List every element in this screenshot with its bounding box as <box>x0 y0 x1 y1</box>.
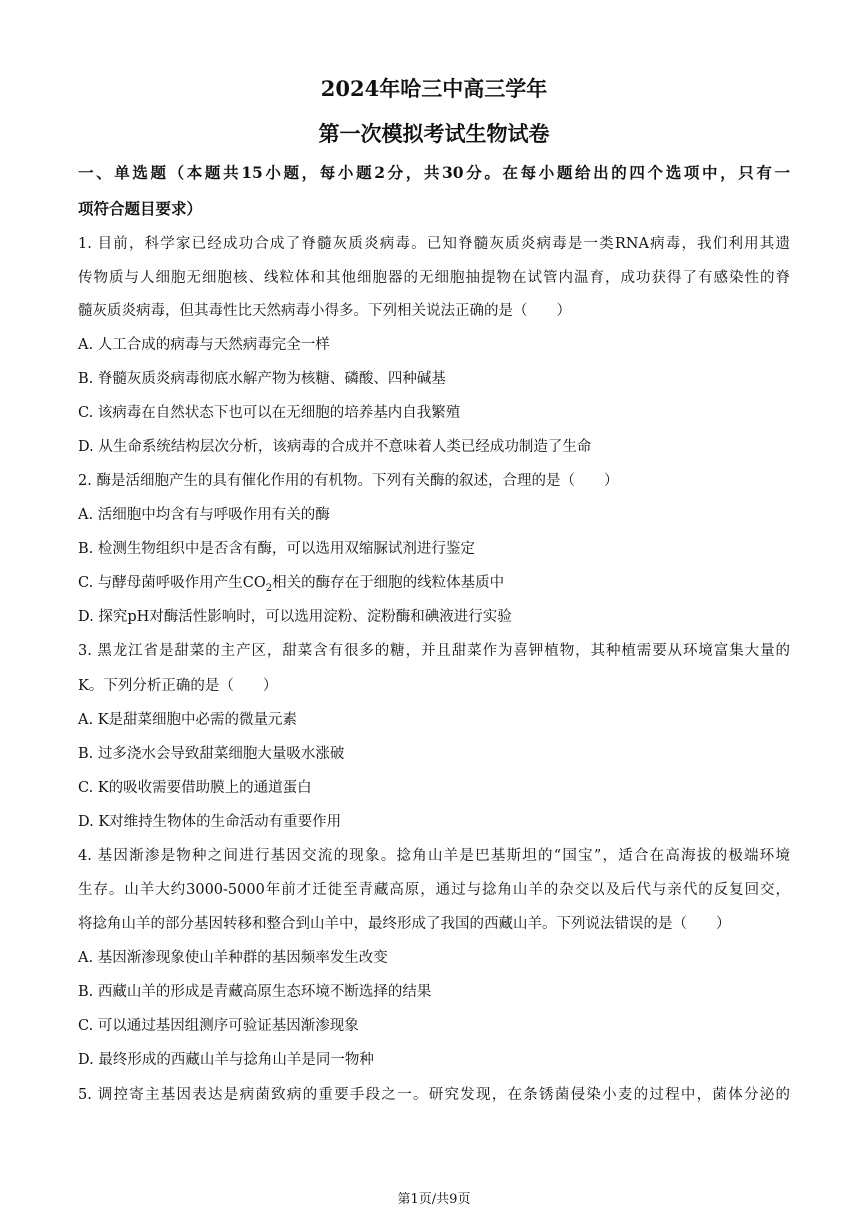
q2-option-c-text: C. 与酵母菌呼吸作用产生CO <box>78 575 266 591</box>
q3-option-a: A. K是甜菜细胞中必需的微量元素 <box>78 712 298 728</box>
q4-option-a: A. 基因渐渗现象使山羊种群的基因频率发生改变 <box>78 950 388 966</box>
q5-stem-line1: 5. 调控寄主基因表达是病菌致病的重要手段之一。研究发现，在条锈菌侵染小麦的过程中，菌体分泌的 <box>78 1087 790 1103</box>
q4-option-d: D. 最终形成的西藏山羊与捻角山羊是同一物种 <box>78 1052 374 1068</box>
section-heading-line2: 项符合题目要求） <box>78 199 203 218</box>
q1-stem-line2: 传物质与人细胞无细胞核、线粒体和其他细胞器的无细胞抽提物在试管内温育，成功获得了有感染性的脊 <box>78 270 790 286</box>
q1-stem-line1: 1. 目前，科学家已经成功合成了脊髓灰质炎病毒。已知脊髓灰质炎病毒是一类RNA病毒，我们利用其遗 <box>78 236 790 252</box>
q2-option-c <box>78 573 790 593</box>
q1-stem-line3: 髓灰质炎病毒，但其毒性比天然病毒小得多。下列相关说法正确的是（ ） <box>78 303 571 319</box>
q1-option-d: D. 从生命系统结构层次分析，该病毒的合成并不意味着人类已经成功制造了生命 <box>78 439 592 455</box>
q3-option-d: D. K对维持生物体的生命活动有重要作用 <box>78 814 342 830</box>
q2-option-c-subscript: 2 <box>265 582 273 594</box>
q3-stem-line1: 3. 黑龙江省是甜菜的主产区，甜菜含有很多的糖，并且甜菜作为喜钾植物，其种植需要从环境富集大量的 <box>78 643 790 659</box>
q2-option-a: A. 活细胞中均含有与呼吸作用有关的酶 <box>78 507 330 523</box>
page-footer: 第1页/共9页 <box>397 1192 471 1207</box>
q4-option-b: B. 西藏山羊的形成是青藏高原生态环境不断选择的结果 <box>78 984 432 1000</box>
q1-option-b: B. 脊髓灰质炎病毒彻底水解产物为核糖、磷酸、四种碱基 <box>78 371 446 387</box>
q3-stem-line2: K。下列分析正确的是（ ） <box>78 678 278 694</box>
q3-option-b: B. 过多浇水会导致甜菜细胞大量吸水涨破 <box>78 746 345 762</box>
section-heading-line1: 一、单选题（本题共15小题，每小题2分，共30分。在每小题给出的四个选项中，只有一 <box>78 163 790 182</box>
q2-option-c-text-end: 相关的酶存在于细胞的线粒体基质中 <box>272 575 505 591</box>
q3-option-c: C. K的吸收需要借助膜上的通道蛋白 <box>78 780 312 796</box>
q4-stem-line2: 生存。山羊大约3000-5000年前才迁徙至青藏高原，通过与捻角山羊的杂交以及后代与亲代的反复回交， <box>78 882 790 898</box>
q2-option-d: D. 探究pH对酶活性影响时，可以选用淀粉、淀粉酶和碘液进行实验 <box>78 609 512 625</box>
q1-option-c: C. 该病毒在自然状态下也可以在无细胞的培养基内自我繁殖 <box>78 405 461 421</box>
exam-title-line2: 第一次模拟考试生物试卷 <box>318 121 550 146</box>
q1-option-a: A. 人工合成的病毒与天然病毒完全一样 <box>78 337 330 353</box>
q4-stem-line1: 4. 基因渐渗是物种之间进行基因交流的现象。捻角山羊是巴基斯坦的“国宝”，适合在高海拔的极端环境 <box>78 848 790 864</box>
q4-option-c: C. 可以通过基因组测序可验证基因渐渗现象 <box>78 1018 359 1034</box>
exam-title-line1: 2024年哈三中高三学年 <box>320 76 548 101</box>
q2-option-b: B. 检测生物组织中是否含有酶，可以选用双缩脲试剂进行鉴定 <box>78 541 475 557</box>
q4-stem-line3: 将捻角山羊的部分基因转移和整合到山羊中，最终形成了我国的西藏山羊。下列说法错误的是（ ） <box>78 916 731 932</box>
q2-stem-line1: 2. 酶是活细胞产生的具有催化作用的有机物。下列有关酶的叙述，合理的是（ ） <box>78 473 619 489</box>
